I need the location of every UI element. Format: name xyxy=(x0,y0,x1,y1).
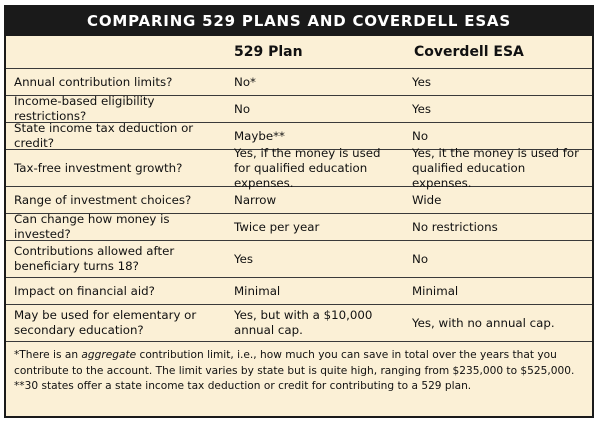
table-row xyxy=(6,95,592,122)
row-label: Can change how money is invested? xyxy=(14,212,170,241)
cell-529-plan: Maybe** xyxy=(234,128,285,143)
row-label: Impact on financial aid? xyxy=(14,283,155,298)
cell-coverdell-esa: Yes, it the money is used for qualified education expenses. xyxy=(412,145,579,190)
row-label: Contributions allowed after beneficiary turns 18? xyxy=(14,244,175,273)
emphasis-aggregate: aggregate xyxy=(81,349,137,361)
comparison-table xyxy=(4,5,594,418)
column-header-row xyxy=(6,36,592,68)
row-label: Annual contribution limits? xyxy=(14,74,173,89)
row-label: Range of investment choices? xyxy=(14,192,192,207)
footnote-1-line-2: contribute to the account. The limit varies by state but is quite high, ranging from $235,000 to $525,000. xyxy=(14,364,575,377)
cell-coverdell-esa: No restrictions xyxy=(412,219,498,234)
cell-coverdell-esa: Yes, with no annual cap. xyxy=(412,315,555,330)
row-label: Income-based eligibility restrictions? xyxy=(14,94,155,123)
footnote-2: **30 states offer a state income tax deduction or credit for contributing to a 529 plan. xyxy=(14,380,472,392)
footnote-1-line-1: *There is an aggregate contribution limit, i.e., how much you can save in total over the years that you xyxy=(14,349,557,361)
cell-coverdell-esa: No xyxy=(412,251,429,266)
cell-529-plan: No xyxy=(234,101,251,116)
column-header-529-plan: 529 Plan xyxy=(234,44,303,60)
row-label: State income tax deduction or credit? xyxy=(14,121,194,150)
table-title: COMPARING 529 PLANS AND COVERDELL ESAS xyxy=(6,7,592,36)
cell-529-plan: Yes, but with a $10,000 annual cap. xyxy=(234,308,373,337)
cell-529-plan: Yes, if the money is used for qualified education expenses. xyxy=(234,145,381,190)
cell-coverdell-esa: Yes xyxy=(412,74,432,89)
row-label: Tax-free investment growth? xyxy=(14,160,183,175)
table-row xyxy=(6,240,592,277)
cell-coverdell-esa: Yes xyxy=(412,101,432,116)
table-row xyxy=(6,145,592,190)
cell-529-plan: Twice per year xyxy=(234,219,320,234)
column-header-coverdell-esa: Coverdell ESA xyxy=(414,44,524,60)
footnotes xyxy=(6,341,592,395)
cell-529-plan: Narrow xyxy=(234,192,277,207)
table-row xyxy=(6,213,592,240)
cell-529-plan: Yes xyxy=(234,251,254,266)
table-row xyxy=(6,304,592,341)
cell-529-plan: Minimal xyxy=(234,283,281,298)
cell-coverdell-esa: Minimal xyxy=(412,283,459,298)
table-row xyxy=(6,68,592,95)
row-label: May be used for elementary or secondary education? xyxy=(14,308,197,337)
cell-529-plan: No* xyxy=(234,74,256,89)
cell-coverdell-esa: Wide xyxy=(412,192,442,207)
table-row xyxy=(6,277,592,304)
cell-coverdell-esa: No xyxy=(412,128,429,143)
